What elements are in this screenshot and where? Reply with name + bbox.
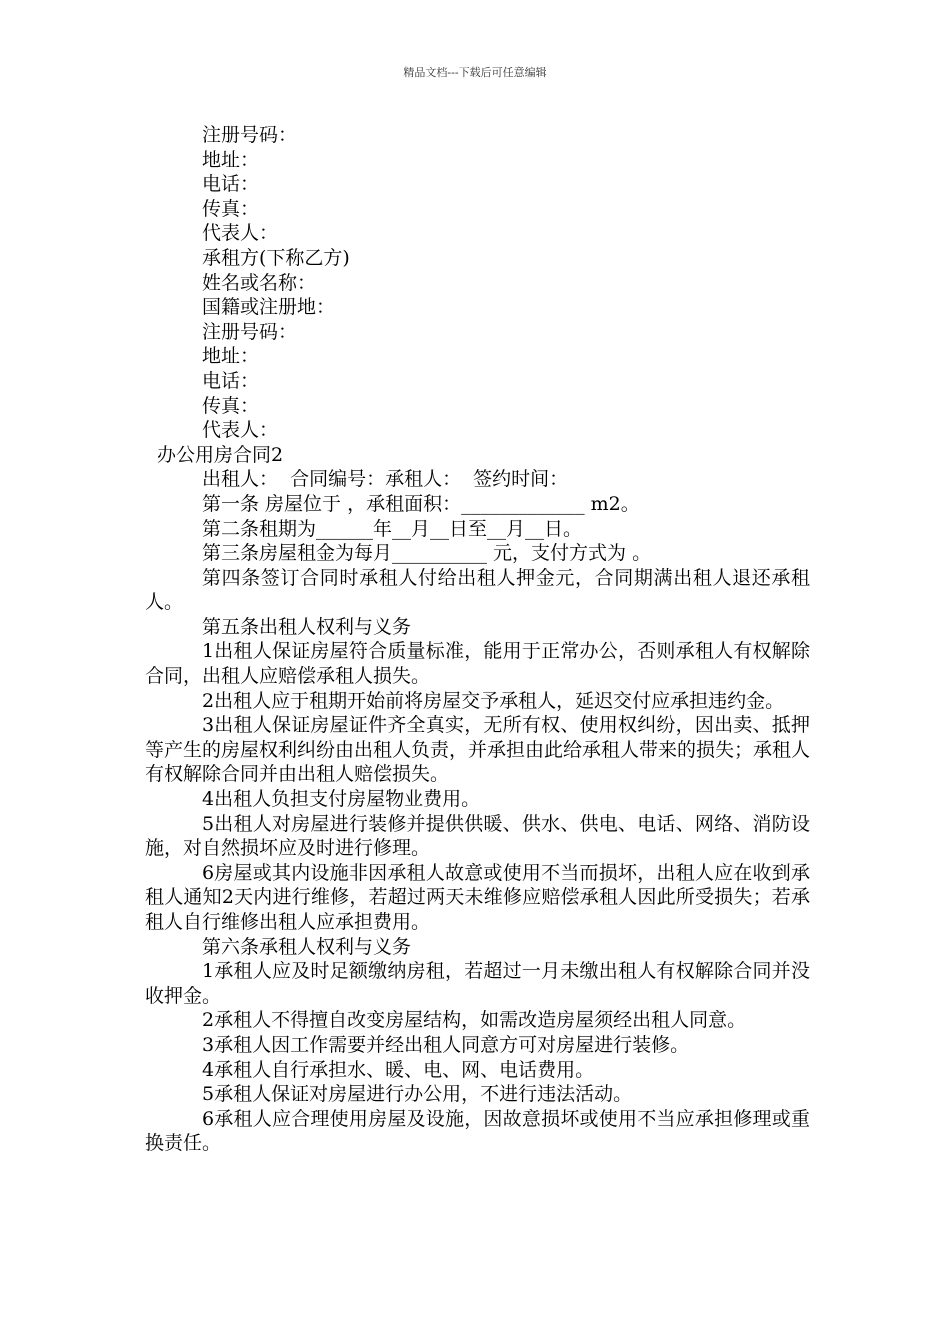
paragraph: 地址： xyxy=(202,148,260,171)
paragraph: 2出租人应于租期开始前将房屋交予承租人，延迟交付应承担违约金。 xyxy=(202,689,785,712)
paragraph: 5承租人保证对房屋进行办公用，不进行违法活动。 xyxy=(202,1083,633,1106)
paragraph: 代表人： xyxy=(202,222,279,245)
paragraph: 姓名或名称： xyxy=(202,271,317,294)
paragraph: 3出租人保证房屋证件齐全真实，无所有权、使用权纠纷，因出卖、抵押等产生的房屋权利纠纷由出租人负责，并承担由此给承租人带来的损失；承租人有权解除合同并由出租人赔偿损失。 xyxy=(145,714,811,786)
paragraph: 4承租人自行承担水、暖、电、网、电话费用。 xyxy=(202,1058,595,1081)
paragraph: 1出租人保证房屋符合质量标准，能用于正常办公，否则承租人有权解除合同，出租人应赔偿承租人损失。 xyxy=(145,640,810,688)
paragraph: 地址： xyxy=(202,345,260,368)
paragraph: 国籍或注册地： xyxy=(202,296,336,319)
paragraph: 4出租人负担支付房屋物业费用。 xyxy=(202,788,481,811)
paragraph: 6承租人应合理使用房屋及设施，因故意损坏或使用不当应承担修理或重换责任。 xyxy=(145,1107,810,1155)
paragraph: 出租人： 合同编号：承租人： 签约时间： xyxy=(202,468,569,491)
paragraph: 注册号码： xyxy=(202,124,298,146)
paragraph: 2承租人不得擅自改变房屋结构，如需改造房屋须经出租人同意。 xyxy=(202,1009,747,1032)
paragraph: 5出租人对房屋进行装修并提供供暖、供水、供电、电话、网络、消防设施，对自然损坏应及时进行修理。 xyxy=(145,812,810,860)
paragraph: 第二条租期为______年__月__日至__月__日。 xyxy=(202,517,583,540)
paragraph: 注册号码： xyxy=(202,320,298,343)
paragraph: 承租方(下称乙方) xyxy=(202,246,350,269)
paragraph: 传真： xyxy=(202,394,260,417)
paragraph: 电话： xyxy=(202,369,260,392)
contract-title: 办公用房合同2 xyxy=(157,443,284,466)
section-heading: 第六条承租人权利与义务 xyxy=(202,935,412,958)
paragraph: 第四条签订合同时承租人付给出租人押金元，合同期满出租人退还承租人。 xyxy=(145,566,810,614)
paragraph: 第三条房屋租金为每月__________ 元，支付方式为 。 xyxy=(202,542,652,565)
page-header: 精品文档---下载后可任意编辑 xyxy=(403,66,547,79)
paragraph: 传真： xyxy=(202,197,260,220)
paragraph: 电话： xyxy=(202,173,260,196)
paragraph: 6房屋或其内设施非因承租人故意或使用不当而损坏，出租人应在收到承租人通知2天内进行维修，若超过两天未维修应赔偿承租人因此所受损失；若承租人自行维修出租人应承担费用。 xyxy=(145,861,810,933)
paragraph: 3承租人因工作需要并经出租人同意方可对房屋进行装修。 xyxy=(202,1033,690,1056)
section-heading: 第五条出租人权利与义务 xyxy=(202,615,412,638)
paragraph: 代表人： xyxy=(202,419,279,442)
paragraph: 1承租人应及时足额缴纳房租，若超过一月未缴出租人有权解除合同并没收押金。 xyxy=(145,960,810,1007)
document-body xyxy=(145,123,810,1156)
paragraph: 第一条 房屋位于 ，承租面积：_____________ m2。 xyxy=(202,492,640,515)
